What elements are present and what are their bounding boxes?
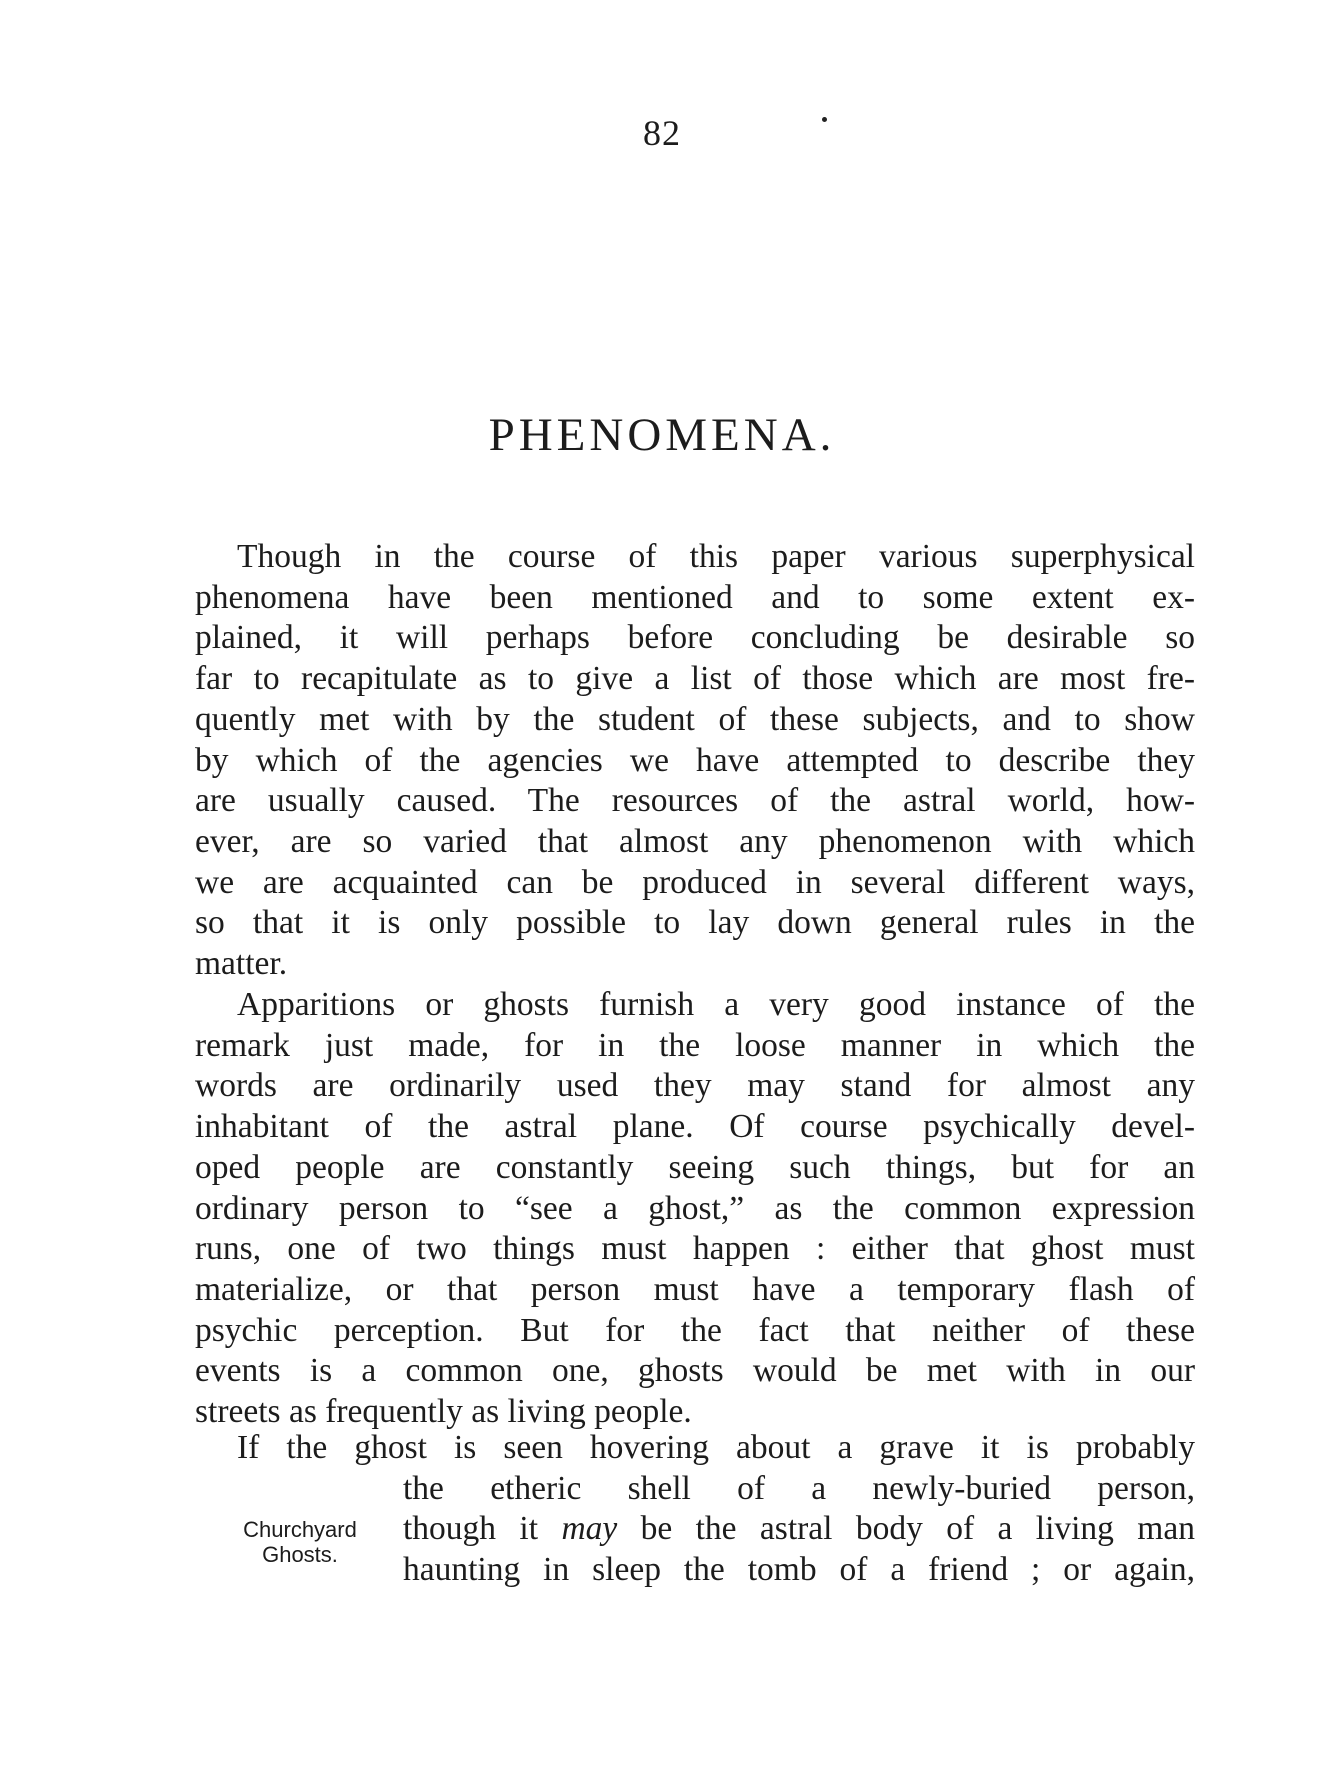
text-line: Apparitions or ghosts furnish a very good instance of the bbox=[237, 986, 1195, 1023]
text-line: remark just made, for in the loose manner in which the bbox=[195, 1026, 1195, 1064]
text-line: the etheric shell of a newly-buried person, bbox=[403, 1469, 1195, 1507]
text-line: oped people are constantly seeing such things, but for an bbox=[195, 1148, 1195, 1186]
text-run: though it bbox=[403, 1510, 562, 1548]
print-speck bbox=[822, 117, 827, 122]
text-line: materialize, or that person must have a temporary flash of bbox=[195, 1270, 1195, 1308]
text-line: ordinary person to “see a ghost,” as the common expression bbox=[195, 1189, 1195, 1227]
text-line: quently met with by the student of these subjects, and to show bbox=[195, 700, 1195, 738]
text-line: words are ordinarily used they may stand for almost any bbox=[195, 1067, 1195, 1105]
page-number: 82 bbox=[643, 113, 681, 153]
text-line: events is a common one, ghosts would be met with in our bbox=[195, 1352, 1195, 1390]
text-line: runs, one of two things must happen : either that ghost must bbox=[195, 1230, 1195, 1268]
text-line: Though in the course of this paper various superphysical bbox=[237, 538, 1195, 575]
text-line: so that it is only possible to lay down general rules in the bbox=[195, 904, 1195, 942]
text-run: be the astral body of a living man bbox=[617, 1510, 1195, 1548]
text-line: far to recapitulate as to give a list of those which are most fre- bbox=[195, 660, 1195, 698]
emphasis: may bbox=[561, 1510, 618, 1548]
text-line: we are acquainted can be produced in several different ways, bbox=[195, 863, 1195, 901]
text-line bbox=[403, 1509, 1195, 1550]
paragraph-1 bbox=[195, 537, 1195, 985]
text-line: haunting in sleep the tomb of a friend ; or again, bbox=[403, 1551, 1195, 1589]
text-line: phenomena have been mentioned and to some extent ex- bbox=[195, 578, 1195, 616]
text-line: If the ghost is seen hovering about a grave it is probably bbox=[237, 1429, 1195, 1466]
margin-note bbox=[205, 1517, 395, 1567]
paragraph-2 bbox=[195, 985, 1195, 1433]
text-line: inhabitant of the astral plane. Of course psychically devel- bbox=[195, 1108, 1195, 1146]
chapter-title: PHENOMENA. bbox=[488, 409, 836, 461]
text-line: psychic perception. But for the fact that neither of these bbox=[195, 1311, 1195, 1349]
text-line: by which of the agencies we have attempted to describe they bbox=[195, 741, 1195, 779]
text-line: are usually caused. The resources of the astral world, how- bbox=[195, 782, 1195, 820]
text-line: plained, it will perhaps before concluding be desirable so bbox=[195, 619, 1195, 657]
margin-note-line: Ghosts. bbox=[262, 1542, 338, 1567]
text-line: matter. bbox=[195, 945, 288, 983]
margin-note-line: Churchyard bbox=[243, 1517, 357, 1542]
text-line: streets as frequently as living people. bbox=[195, 1393, 692, 1431]
text-line: ever, are so varied that almost any phenomenon with which bbox=[195, 822, 1195, 860]
